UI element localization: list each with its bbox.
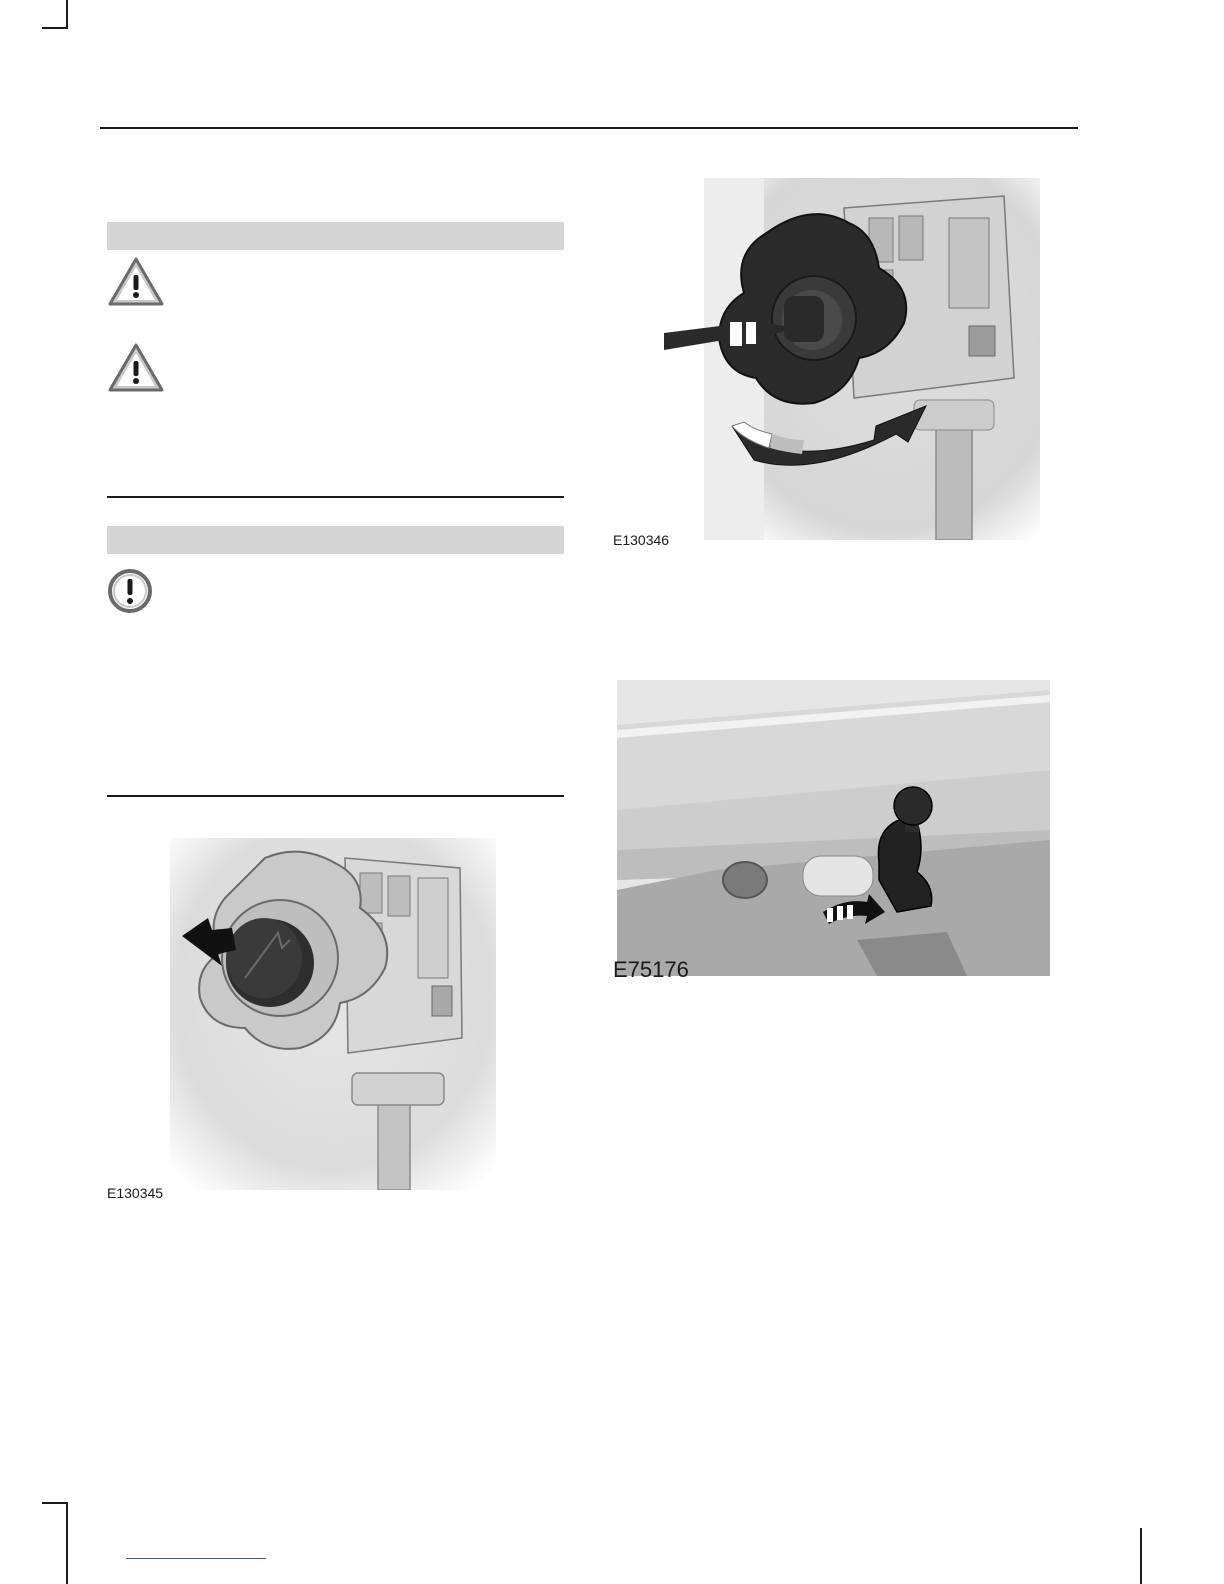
warning-triangle-icon (107, 256, 165, 308)
figure-caption: E130346 (613, 532, 670, 548)
section-divider (107, 496, 564, 498)
crop-mark-bottom-left-vertical (66, 1502, 68, 1584)
figure-spare-wheel-knob-press (170, 838, 496, 1190)
header-rule (100, 127, 1078, 129)
figure-caption: E75176 (613, 957, 689, 982)
caution-circle-icon (107, 568, 153, 614)
crop-mark-bottom-left-horizontal (42, 1502, 68, 1504)
crop-mark-top-left-vertical (66, 0, 68, 28)
section-heading-bar (107, 222, 564, 250)
footer-link-underline[interactable] (126, 1558, 266, 1559)
figure-spare-wheel-knob-remove (664, 178, 1040, 540)
figure-tow-bar (617, 680, 1050, 976)
section-divider (107, 795, 564, 797)
crop-mark-top-left-horizontal (42, 27, 68, 29)
figure-caption: E130345 (107, 1185, 164, 1201)
warning-triangle-icon (107, 342, 165, 394)
section-heading-bar (107, 526, 564, 554)
crop-mark-bottom-right-vertical (1140, 1528, 1142, 1584)
